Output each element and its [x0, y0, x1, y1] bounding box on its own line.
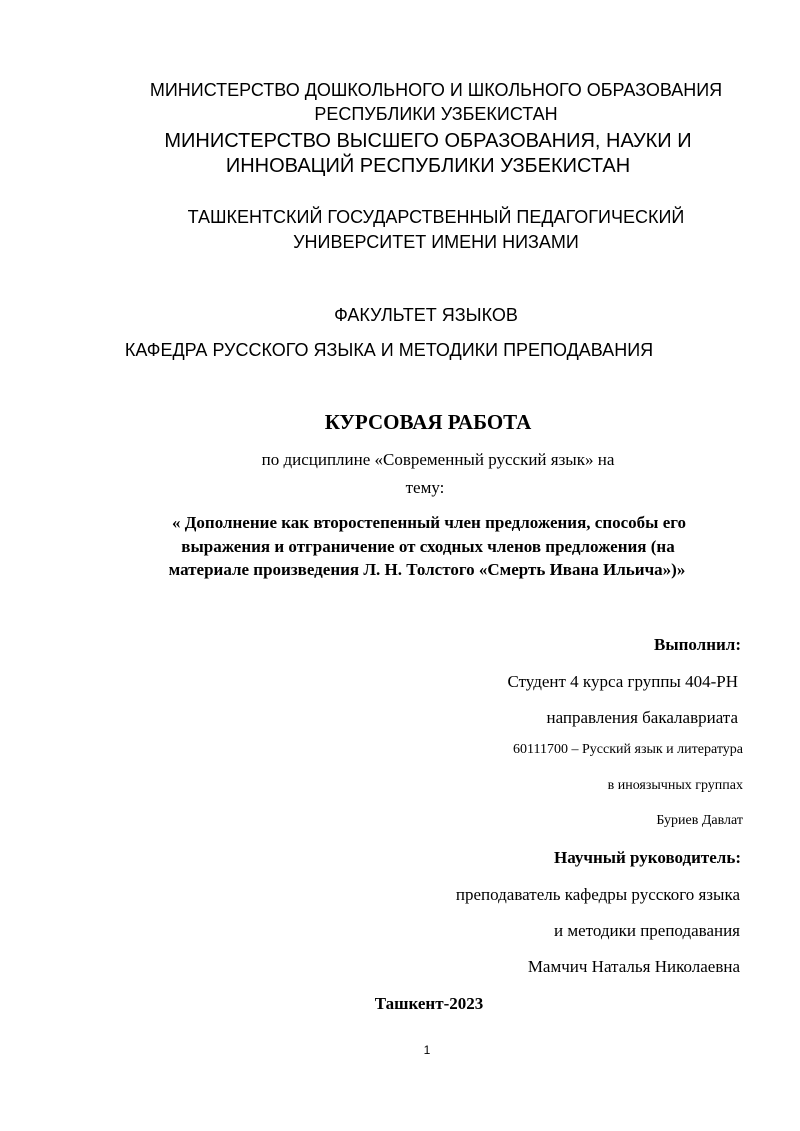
discipline-line-1: по дисциплине «Современный русский язык» на: [261, 450, 615, 469]
ministry-2-line-1: МИНИСТЕРСТВО ВЫСШЕГО ОБРАЗОВАНИЯ, НАУКИ И: [164, 130, 692, 152]
topic-line-2: выражения и отграничение от сходных членов предложения (на: [181, 537, 675, 556]
supervisor-line-2: и методики преподавания: [553, 921, 740, 940]
author-name: Буриев Давлат: [656, 813, 743, 828]
author-line-3: 60111700 – Русский язык и литература: [513, 742, 743, 757]
author-line-2: направления бакалавриата: [546, 708, 738, 727]
ministry-2-line-2: ИННОВАЦИЙ РЕСПУБЛИКИ УЗБЕКИСТАН: [225, 155, 631, 177]
author-label: Выполнил:: [653, 635, 741, 654]
supervisor-label: Научный руководитель:: [554, 848, 741, 867]
supervisor-name: Мамчич Наталья Николаевна: [527, 957, 740, 976]
discipline-line-2: тему:: [405, 478, 445, 497]
supervisor-line-1: преподаватель кафедры русского языка: [455, 885, 740, 904]
ministry-1-line-2: РЕСПУБЛИКИ УЗБЕКИСТАН: [314, 104, 558, 124]
work-type-title: КУРСОВАЯ РАБОТА: [324, 410, 532, 434]
topic-line-1: « Дополнение как второстепенный член предложения, способы его: [171, 513, 687, 532]
city-year: Ташкент-2023: [374, 994, 484, 1013]
author-line-1: Студент 4 курса группы 404-РН: [507, 672, 738, 691]
page-number: 1: [423, 1043, 431, 1057]
faculty-name: ФАКУЛЬТЕТ ЯЗЫКОВ: [334, 305, 518, 325]
topic-line-3: материале произведения Л. Н. Толстого «Смерть Ивана Ильича»)»: [168, 560, 686, 579]
university-line-1: ТАШКЕНТСКИЙ ГОСУДАРСТВЕННЫЙ ПЕДАГОГИЧЕСКИЙ: [187, 207, 685, 227]
author-line-4: в иноязычных группах: [607, 778, 743, 793]
department-name: КАФЕДРА РУССКОГО ЯЗЫКА И МЕТОДИКИ ПРЕПОДАВАНИЯ: [124, 340, 654, 360]
university-line-2: УНИВЕРСИТЕТ ИМЕНИ НИЗАМИ: [293, 232, 579, 252]
ministry-1-line-1: МИНИСТЕРСТВО ДОШКОЛЬНОГО И ШКОЛЬНОГО ОБРАЗОВАНИЯ: [149, 80, 723, 100]
